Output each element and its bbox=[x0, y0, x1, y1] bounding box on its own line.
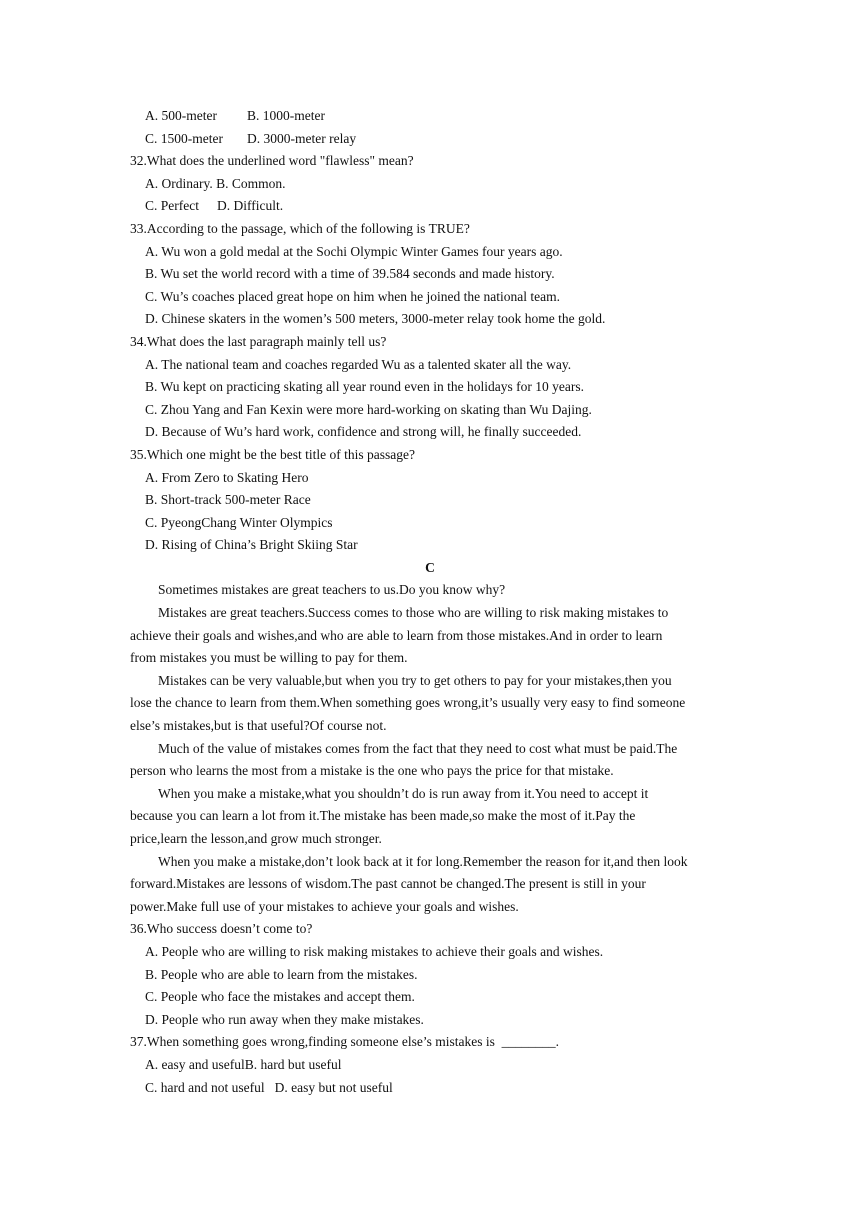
q32-options-row-2 bbox=[130, 195, 730, 218]
q36-option-a: A. People who are willing to risk making mistakes to achieve their goals and wishes. bbox=[145, 943, 604, 959]
q31-option-a: A. 500-meter bbox=[145, 108, 217, 123]
passage-paragraph-6-line-2: forward.Mistakes are lessons of wisdom.The past cannot be changed.The present is still in your bbox=[130, 876, 646, 892]
q31-options-row-2 bbox=[130, 128, 730, 151]
section-c-heading: C bbox=[425, 559, 435, 575]
q36-stem: 36.Who success doesn’t come to? bbox=[130, 921, 313, 937]
q33-stem: 33.According to the passage, which of the following is TRUE? bbox=[130, 220, 470, 236]
q32-option-c: C. Perfect bbox=[145, 198, 199, 214]
q32-stem: 32.What does the underlined word "flawless" mean? bbox=[130, 153, 414, 169]
q34-option-c: C. Zhou Yang and Fan Kexin were more hard-working on skating than Wu Dajing. bbox=[145, 401, 592, 417]
passage-paragraph-5-line-2: because you can learn a lot from it.The mistake has been made,so make the most of it.Pay the bbox=[130, 808, 636, 824]
q37-options-row-2 bbox=[130, 1077, 730, 1100]
passage-paragraph-5-line-1: When you make a mistake,what you shouldn’t do is run away from it.You need to accept it bbox=[158, 785, 649, 801]
q37-option-a-b: A. easy and usefulB. hard but useful bbox=[145, 1056, 342, 1072]
passage-paragraph-6-line-3: power.Make full use of your mistakes to achieve your goals and wishes. bbox=[130, 898, 519, 914]
q34-option-b: B. Wu kept on practicing skating all year round even in the holidays for 10 years. bbox=[145, 379, 584, 395]
passage-paragraph-1: Sometimes mistakes are great teachers to us.Do you know why? bbox=[158, 582, 506, 598]
q37-option-d: D. easy but not useful bbox=[274, 1079, 393, 1095]
q33-option-b: B. Wu set the world record with a time of 39.584 seconds and made history. bbox=[145, 266, 555, 282]
q31-option-b: B. 1000-meter bbox=[246, 108, 325, 123]
q37-option-c: C. hard and not useful bbox=[145, 1079, 265, 1095]
q34-option-a: A. The national team and coaches regarded Wu as a talented skater all the way. bbox=[145, 356, 572, 372]
passage-paragraph-2-line-3: from mistakes you must be willing to pay for them. bbox=[130, 650, 408, 666]
q35-option-a: A. From Zero to Skating Hero bbox=[145, 469, 309, 485]
q32-option-d: D. Difficult. bbox=[216, 198, 284, 214]
q33-option-d: D. Chinese skaters in the women’s 500 meters, 3000-meter relay took home the gold. bbox=[145, 311, 606, 327]
passage-paragraph-3-line-1: Mistakes can be very valuable,but when you try to get others to pay for your mistakes,then you bbox=[158, 672, 672, 688]
passage-paragraph-3-line-3: else’s mistakes,but is that useful?Of course not. bbox=[130, 718, 387, 734]
q35-option-d: D. Rising of China’s Bright Skiing Star bbox=[145, 537, 358, 553]
passage-paragraph-4-line-1: Much of the value of mistakes comes from the fact that they need to cost what must be paid.The bbox=[158, 740, 678, 756]
q36-option-b: B. People who are able to learn from the mistakes. bbox=[145, 966, 418, 982]
q35-stem: 35.Which one might be the best title of this passage? bbox=[130, 446, 415, 462]
q37-stem: 37.When something goes wrong,finding someone else’s mistakes is ________. bbox=[130, 1034, 559, 1050]
q36-option-d: D. People who run away when they make mistakes. bbox=[145, 1011, 424, 1027]
q33-option-c: C. Wu’s coaches placed great hope on him when he joined the national team. bbox=[145, 288, 560, 304]
q34-stem: 34.What does the last paragraph mainly tell us? bbox=[130, 333, 387, 349]
passage-paragraph-3-line-2: lose the chance to learn from them.When something goes wrong,it’s usually very easy to find someone bbox=[130, 695, 686, 711]
passage-paragraph-6-line-1: When you make a mistake,don’t look back at it for long.Remember the reason for it,and then look bbox=[158, 853, 688, 869]
q36-option-c: C. People who face the mistakes and accept them. bbox=[145, 989, 415, 1005]
q31-option-c: C. 1500-meter bbox=[145, 130, 223, 146]
exam-page bbox=[130, 105, 730, 1099]
passage-paragraph-2-line-2: achieve their goals and wishes,and who are able to learn from those mistakes.And in order to learn bbox=[130, 627, 663, 643]
q35-option-b: B. Short-track 500-meter Race bbox=[145, 492, 311, 508]
q35-option-c: C. PyeongChang Winter Olympics bbox=[145, 514, 333, 530]
passage-paragraph-2-line-1: Mistakes are great teachers.Success comes to those who are willing to risk making mistakes to bbox=[158, 605, 669, 621]
passage-paragraph-4-line-2: person who learns the most from a mistake is the one who pays the price for that mistake. bbox=[130, 763, 614, 779]
q32-option-a-b: A. Ordinary. B. Common. bbox=[145, 175, 286, 191]
q31-options-row-1 bbox=[130, 105, 730, 128]
q31-option-d: D. 3000-meter relay bbox=[246, 130, 357, 146]
q33-option-a: A. Wu won a gold medal at the Sochi Olympic Winter Games four years ago. bbox=[145, 243, 563, 259]
passage-paragraph-5-line-3: price,learn the lesson,and grow much stronger. bbox=[130, 831, 382, 846]
q34-option-d: D. Because of Wu’s hard work, confidence and strong will, he finally succeeded. bbox=[145, 424, 582, 440]
